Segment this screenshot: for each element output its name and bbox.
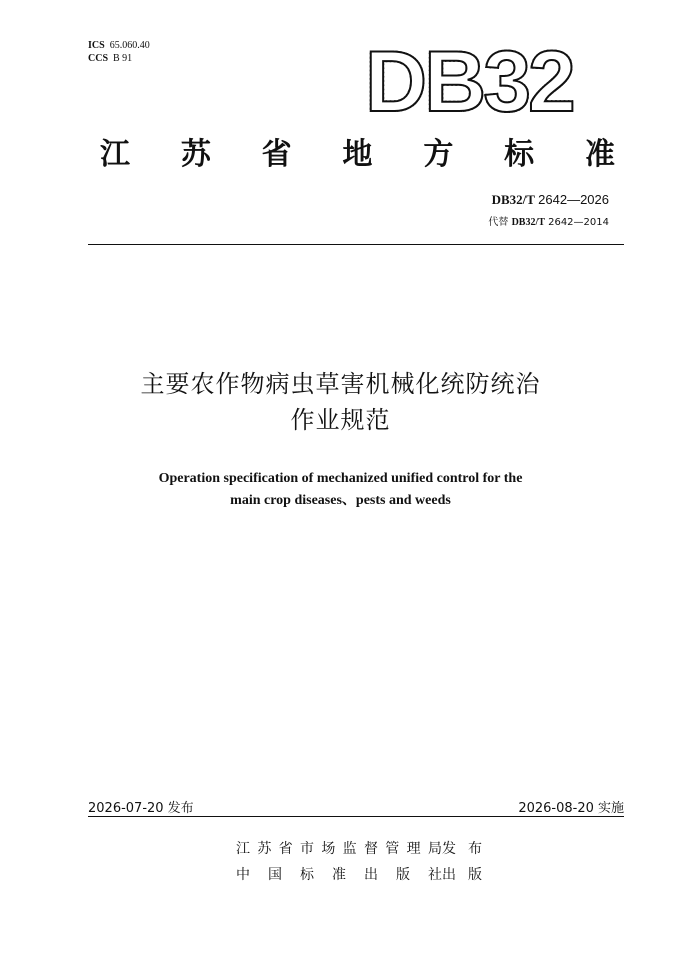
publisher-org-char: 苏 <box>257 841 272 857</box>
bottom-divider <box>88 816 624 817</box>
ics-line <box>88 39 150 52</box>
publisher-action-char: 版 <box>468 867 482 883</box>
classification-codes <box>88 39 150 65</box>
english-title-line2: main crop diseases、pests and weeds <box>230 493 451 508</box>
publisher-org-char: 局 <box>427 841 442 857</box>
publisher-org <box>236 836 442 862</box>
publisher-org-char: 出 <box>364 867 378 883</box>
publisher-org-char: 江 <box>236 841 250 857</box>
standard-prefix: DB32/T <box>491 192 535 207</box>
publisher-org-char: 理 <box>406 841 421 857</box>
standard-type-char: 苏 <box>180 137 211 172</box>
publisher-org-char: 场 <box>321 841 336 857</box>
publisher-org-char: 省 <box>278 841 293 857</box>
replaces-number: 2642—2014 <box>548 217 609 228</box>
publisher-org-char: 版 <box>396 867 410 883</box>
ccs-code: B 91 <box>113 53 133 64</box>
ics-code: 65.060.40 <box>109 40 150 51</box>
standard-type-char: 江 <box>100 137 130 172</box>
publisher-org-char: 标 <box>300 867 314 883</box>
publisher-row <box>236 836 482 862</box>
standard-num: 2642—2026 <box>538 192 609 207</box>
publisher-org-char: 监 <box>342 841 357 857</box>
publisher-org-char: 社 <box>428 867 442 883</box>
ics-label: ICS <box>88 40 105 51</box>
publisher-action-char: 出 <box>442 867 456 883</box>
publisher-org-char: 督 <box>363 841 378 857</box>
publisher-org <box>236 862 442 888</box>
replaces-label: 代替 <box>488 217 509 228</box>
publisher-row <box>236 862 482 888</box>
english-title <box>0 468 681 512</box>
standard-type-char: 地 <box>342 137 373 172</box>
standard-type-heading <box>100 138 615 172</box>
chinese-title-line2: 作业规范 <box>290 406 391 434</box>
publisher-org-char: 市 <box>299 841 314 857</box>
publisher-action-char: 布 <box>468 841 482 857</box>
publisher-org-char: 中 <box>236 867 250 883</box>
standard-type-char: 准 <box>584 137 615 172</box>
standard-type-char: 标 <box>504 137 535 172</box>
standard-type-char: 省 <box>261 137 292 172</box>
db32-logo: DB32 <box>365 34 573 130</box>
implementation-date: 2026-08-20 实施 <box>518 801 624 816</box>
top-divider <box>88 244 624 245</box>
replaces-line <box>488 213 609 228</box>
publisher-org-char: 国 <box>268 867 282 883</box>
english-title-line1: Operation specification of mechanized unified control for the <box>158 471 523 486</box>
publishers-block <box>236 836 482 888</box>
publisher-action <box>442 862 482 888</box>
ccs-label: CCS <box>88 53 109 64</box>
publisher-action-char: 发 <box>442 841 456 857</box>
chinese-title-line1: 主要农作物病虫草害机械化统防统治 <box>140 370 541 398</box>
standard-number <box>492 192 609 208</box>
ccs-line <box>88 52 150 65</box>
chinese-title <box>0 366 681 438</box>
publisher-action <box>442 836 482 862</box>
issue-date: 2026-07-20 发布 <box>88 801 194 816</box>
publisher-org-char: 准 <box>332 867 346 883</box>
standard-type-char: 方 <box>423 137 454 172</box>
replaces-prefix: DB32/T <box>511 217 545 228</box>
publisher-org-char: 管 <box>385 841 400 857</box>
